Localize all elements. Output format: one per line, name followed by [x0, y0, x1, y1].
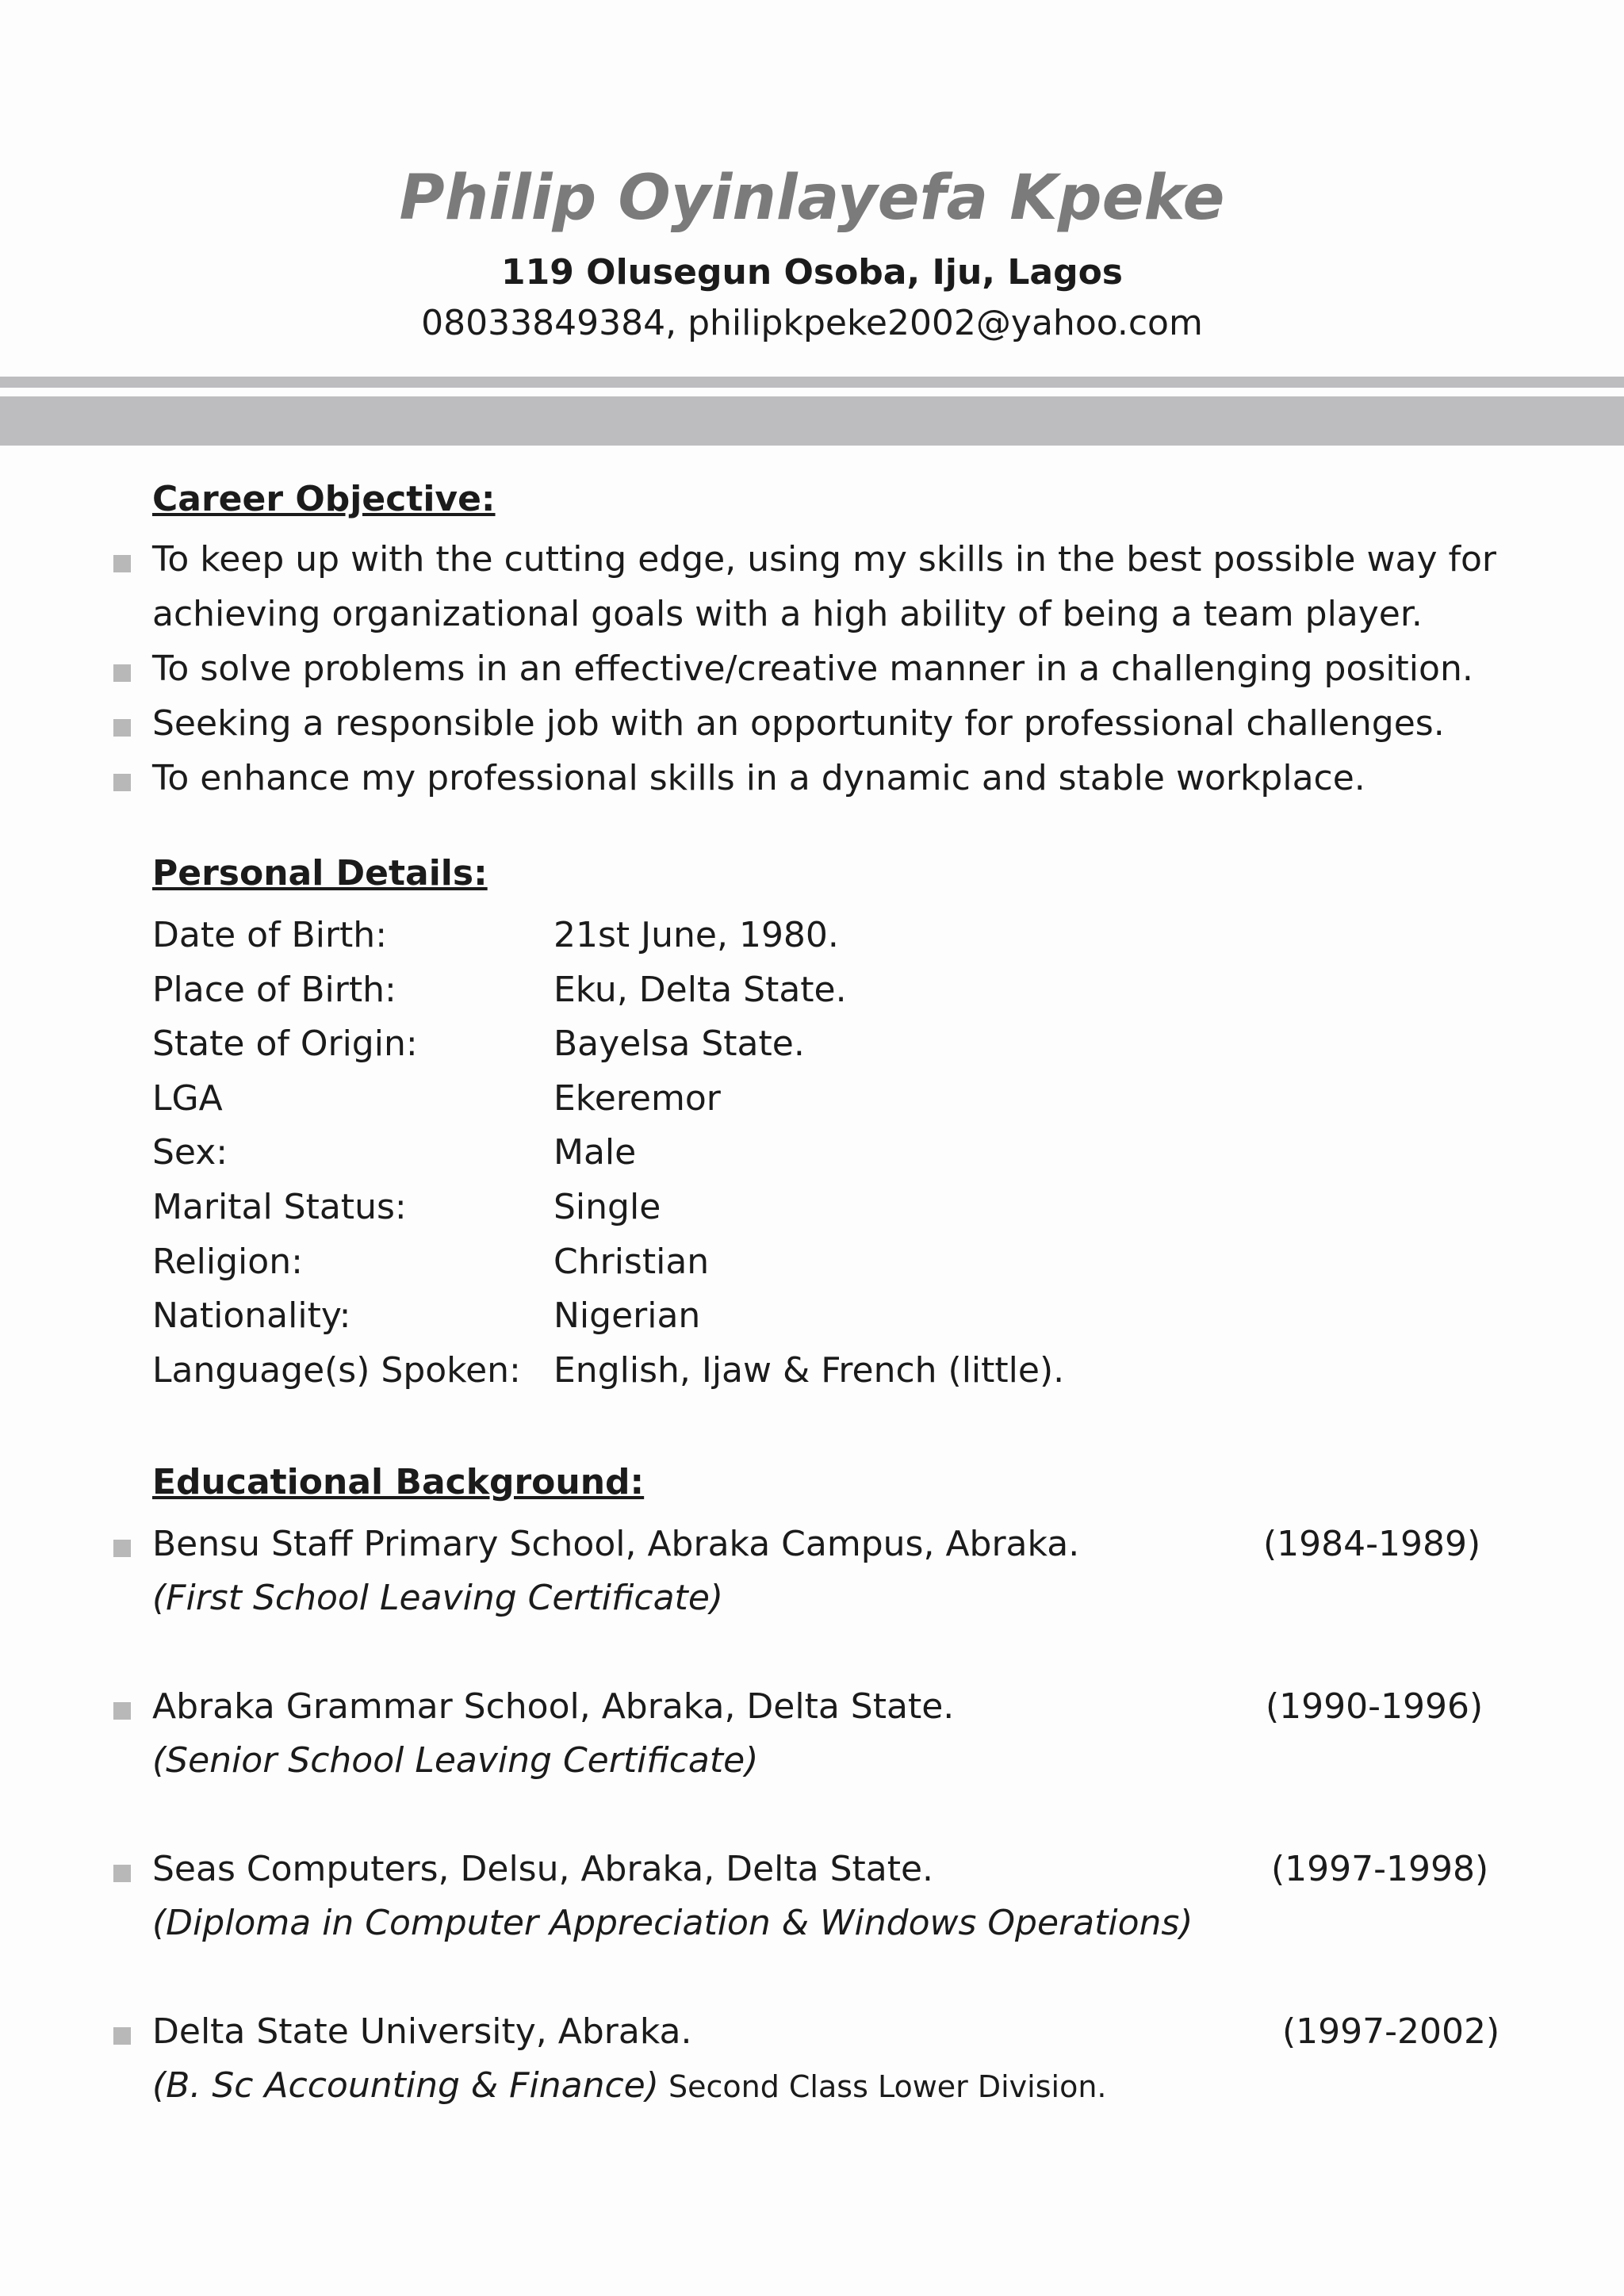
personal-value: Bayelsa State. [553, 1024, 805, 1064]
education-school: Seas Computers, Delsu, Abraka, Delta State. [152, 1849, 934, 1889]
bullet-icon [113, 1865, 131, 1882]
personal-value: Nigerian [553, 1295, 701, 1336]
personal-label: Religion: [152, 1242, 303, 1282]
personal-value: Christian [553, 1242, 710, 1282]
education-school: Abraka Grammar School, Abraka, Delta State. [152, 1686, 955, 1727]
education-years: (1997-1998) [1271, 1849, 1489, 1889]
education-school: Bensu Staff Primary School, Abraka Campus, Abraka. [152, 1524, 1080, 1564]
personal-value: Male [553, 1132, 637, 1173]
education-qualification: (Senior School Leaving Certificate) [152, 1740, 759, 1781]
personal-label: State of Origin: [152, 1024, 418, 1064]
career-objective-item: To enhance my professional skills in a dynamic and stable workplace. [152, 758, 1365, 798]
education-note: Second Class Lower Division. [658, 2069, 1107, 2104]
personal-value: Ekeremor [553, 1078, 721, 1119]
education-years: (1990-1996) [1266, 1686, 1484, 1727]
career-objective-item: To keep up with the cutting edge, using my skills in the best possible way for [152, 539, 1496, 580]
career-objective-item: Seeking a responsible job with an opportunity for professional challenges. [152, 703, 1445, 744]
bullet-icon [113, 774, 131, 791]
address: 119 Olusegun Osoba, Iju, Lagos [501, 252, 1123, 293]
education-qualification-line [152, 2065, 1107, 2106]
bullet-icon [113, 2027, 131, 2045]
personal-label: Sex: [152, 1132, 228, 1173]
personal-value: 21st June, 1980. [553, 915, 839, 955]
personal-value: Single [553, 1187, 661, 1227]
personal-label: Date of Birth: [152, 915, 388, 955]
personal-value: English, Ijaw & French (little). [553, 1350, 1065, 1391]
contact-info: 08033849384, philipkpeke2002@yahoo.com [421, 303, 1203, 343]
personal-label: Marital Status: [152, 1187, 407, 1227]
education-qualification: (First School Leaving Certificate) [152, 1578, 724, 1618]
header-divider-thick [0, 396, 1624, 446]
career-objective-item-continued: achieving organizational goals with a high ability of being a team player. [152, 594, 1423, 634]
education-school: Delta State University, Abraka. [152, 2011, 692, 2052]
bullet-icon [113, 719, 131, 737]
header-divider-thin [0, 377, 1624, 388]
education-years: (1984-1989) [1263, 1524, 1481, 1564]
education-years: (1997-2002) [1282, 2011, 1500, 2052]
personal-label: Nationality: [152, 1295, 351, 1336]
education-qualification: (Diploma in Computer Appreciation & Windows Operations) [152, 1903, 1193, 1943]
personal-label: Place of Birth: [152, 970, 396, 1010]
bullet-icon [113, 664, 131, 682]
personal-value: Eku, Delta State. [553, 970, 847, 1010]
bullet-icon [113, 1540, 131, 1557]
education-qualification: (B. Sc Accounting & Finance) [152, 2065, 659, 2106]
educational-background-heading: Educational Background: [152, 1462, 645, 1502]
career-objective-item: To solve problems in an effective/creative manner in a challenging position. [152, 649, 1473, 689]
personal-label: Language(s) Spoken: [152, 1350, 521, 1391]
personal-label: LGA [152, 1078, 223, 1119]
candidate-name: Philip Oyinlayefa Kpeke [399, 163, 1225, 234]
bullet-icon [113, 555, 131, 572]
bullet-icon [113, 1702, 131, 1720]
career-objective-heading: Career Objective: [152, 479, 496, 519]
personal-details-heading: Personal Details: [152, 853, 488, 894]
